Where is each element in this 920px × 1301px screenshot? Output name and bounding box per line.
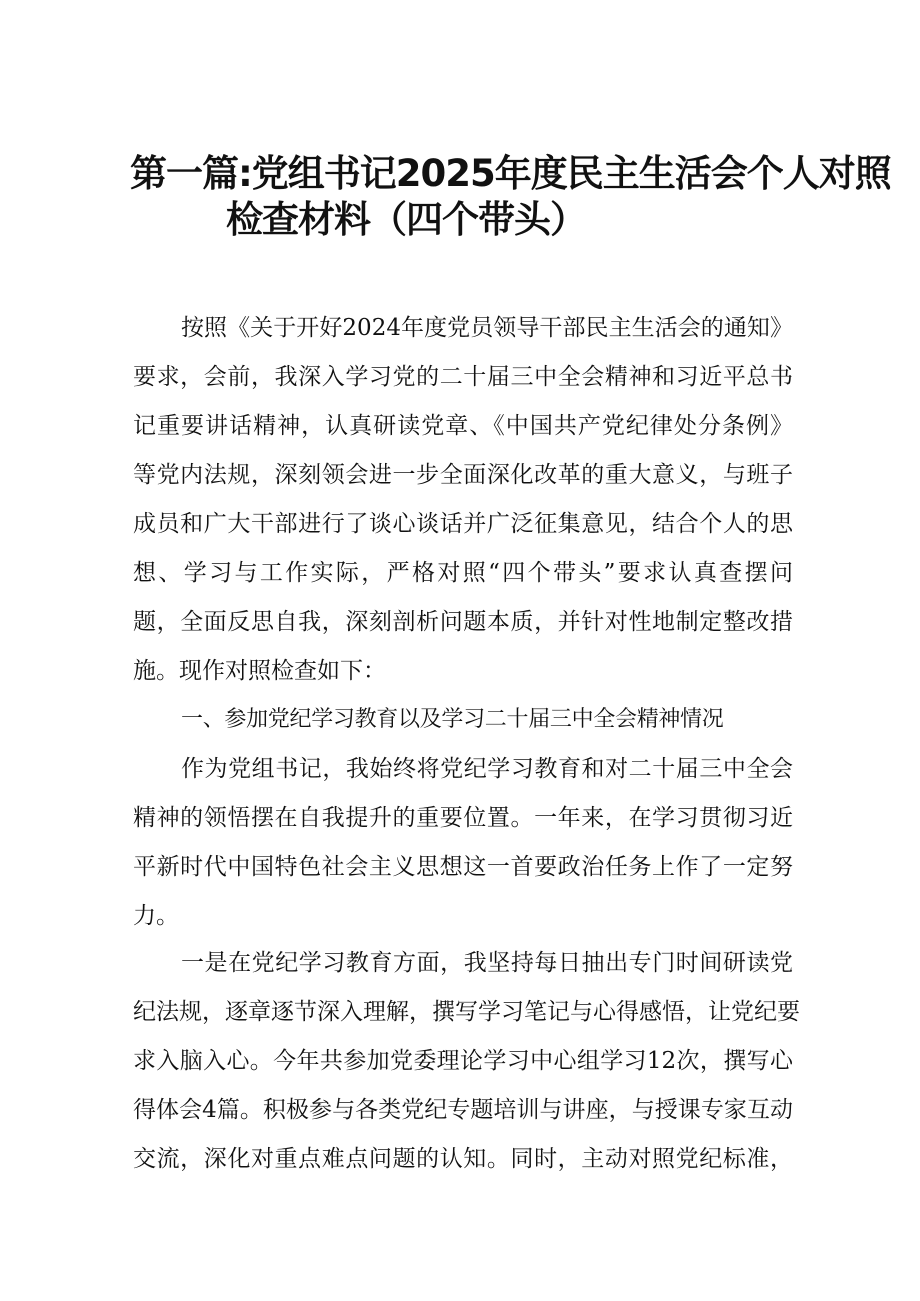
paragraph-3-line: 求入脑入心。今年共参加党委理论学习中心组学习12次，撰写心: [133, 1048, 793, 1074]
paragraph-3-line: 一是在党纪学习教育方面，我坚持每日抽出专门时间研读党: [181, 950, 793, 976]
paragraph-1-line: 按照《关于开好2024年度党员领导干部民主生活会的通知》: [181, 315, 793, 341]
document-title-line-2: 检查材料（四个带头）: [226, 198, 586, 241]
section-heading-1: 一、参加党纪学习教育以及学习二十届三中全会精神情况: [181, 707, 724, 732]
paragraph-2-line: 精神的领悟摆在自我提升的重要位置。一年来，在学习贯彻习近: [133, 805, 793, 831]
paragraph-2-line: 平新时代中国特色社会主义思想这一首要政治任务上作了一定努: [133, 854, 793, 880]
paragraph-1-line: 要求，会前，我深入学习党的二十届三中全会精神和习近平总书: [133, 364, 793, 390]
paragraph-1-line: 成员和广大干部进行了谈心谈话并广泛征集意见，结合个人的思: [133, 511, 793, 537]
paragraph-1-line: 等党内法规，深刻领会进一步全面深化改革的重大意义，与班子: [133, 462, 793, 488]
paragraph-1-line: 想、学习与工作实际，严格对照“四个带头”要求认真查摆问: [133, 560, 793, 586]
paragraph-3-line: 交流，深化对重点难点问题的认知。同时，主动对照党纪标准，: [133, 1146, 793, 1172]
paragraph-2-line: 力。: [133, 903, 179, 929]
paragraph-1-line: 记重要讲话精神，认真研读党章、《中国共产党纪律处分条例》: [133, 413, 793, 439]
paragraph-1-line: 施。现作对照检查如下：: [133, 658, 386, 684]
paragraph-1-line: 题，全面反思自我，深刻剖析问题本质，并针对性地制定整改措: [133, 609, 793, 635]
document-title-line-1: 第一篇:党组书记2025年度民主生活会个人对照: [130, 152, 891, 195]
paragraph-2-line: 作为党组书记，我始终将党纪学习教育和对二十届三中全会: [181, 756, 793, 782]
paragraph-3-line: 得体会4篇。积极参与各类党纪专题培训与讲座，与授课专家互动: [133, 1097, 793, 1123]
paragraph-3-line: 纪法规，逐章逐节深入理解，撰写学习笔记与心得感悟，让党纪要: [133, 999, 800, 1025]
